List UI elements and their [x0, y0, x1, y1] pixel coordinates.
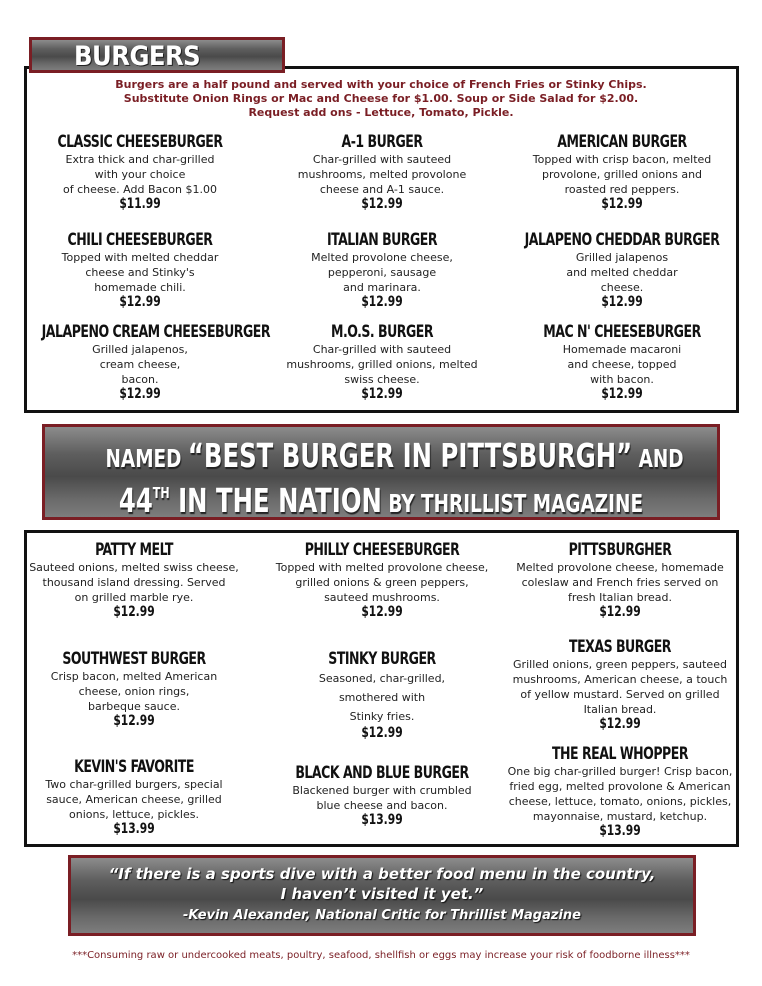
item-desc: cheese. — [600, 281, 644, 294]
item-price: $12.99 — [599, 604, 641, 620]
item-desc: mushrooms, grilled onions, melted — [286, 358, 478, 371]
item-name: PITTSBURGHER — [568, 540, 672, 560]
item-price: $13.99 — [599, 823, 641, 839]
item-desc: grilled onions & green peppers, — [295, 576, 469, 589]
item-name: PHILLY CHEESEBURGER — [304, 540, 460, 560]
item-price: $12.99 — [599, 716, 641, 732]
item-price: $12.99 — [361, 294, 403, 310]
item-name: CHILI CHEESEBURGER — [67, 230, 213, 250]
item-desc: roasted red peppers. — [564, 183, 680, 196]
item-desc: sauce, American cheese, grilled — [46, 793, 222, 806]
intro-line: Burgers are a half pound and served with your choice of French Fries or Stinky Chips. — [115, 78, 647, 91]
banner-text: BY THRILLIST MAGAZINE — [381, 489, 644, 518]
item-desc: Topped with melted provolone cheese, — [275, 561, 489, 574]
menu-item — [500, 540, 740, 620]
item-desc: Crisp bacon, melted American — [50, 670, 218, 683]
item-price: $12.99 — [361, 725, 403, 741]
item-price: $12.99 — [361, 386, 403, 402]
item-price: $11.99 — [119, 196, 161, 212]
item-desc: Char-grilled with sauteed — [312, 343, 452, 356]
menu-item — [262, 649, 502, 741]
burger-intro — [0, 78, 762, 120]
banner-line-2 — [105, 476, 656, 521]
item-desc: Char-grilled with sauteed — [312, 153, 452, 166]
item-price: $12.99 — [601, 294, 643, 310]
item-desc: of yellow mustard. Served on grilled — [520, 688, 720, 701]
item-name: BLACK AND BLUE BURGER — [295, 763, 469, 783]
banner-text: AND — [632, 444, 684, 473]
item-desc: cheese, onion rings, — [78, 685, 190, 698]
item-name: M.O.S. BURGER — [330, 322, 434, 342]
item-name: SOUTHWEST BURGER — [62, 649, 206, 669]
item-desc: on grilled marble rye. — [74, 591, 194, 604]
item-desc: pepperoni, sausage — [327, 266, 437, 279]
item-desc: Extra thick and char-grilled — [65, 153, 215, 166]
quote-attribution: -Kevin Alexander, National Critic for Thrillist Magazine — [183, 908, 581, 923]
item-desc: Italian bread. — [583, 703, 657, 716]
item-desc: with bacon. — [590, 373, 654, 386]
item-desc: Homemade macaroni — [562, 343, 682, 356]
item-desc: Blackened burger with crumbled — [292, 784, 472, 797]
menu-item — [14, 649, 254, 729]
item-name: PATTY MELT — [95, 540, 173, 560]
item-desc: Two char-grilled burgers, special — [45, 778, 223, 791]
item-desc: and melted cheddar — [566, 266, 678, 279]
menu-item — [14, 540, 254, 620]
quote-line-2: I haven’t visited it yet.” — [280, 885, 484, 903]
item-desc: sauteed mushrooms. — [324, 591, 440, 604]
menu-item — [14, 757, 254, 837]
item-desc: Topped with melted cheddar — [61, 251, 219, 264]
item-name: KEVIN'S FAVORITE — [74, 757, 194, 777]
section-header — [29, 37, 285, 73]
banner-line-1 — [105, 436, 684, 476]
menu-item — [262, 132, 502, 212]
banner-superscript: TH — [152, 484, 170, 502]
section-title: BURGERS — [74, 41, 201, 72]
quote-line-1: “If there is a sports dive with a better food menu in the country, — [108, 865, 656, 883]
banner-highlight: 44 — [118, 481, 153, 520]
menu-item — [20, 230, 260, 310]
item-desc: Grilled jalapenos, — [92, 343, 188, 356]
item-desc: Grilled jalapenos — [575, 251, 669, 264]
banner-text: NAMED — [105, 444, 188, 473]
item-desc: fresh Italian bread. — [568, 591, 672, 604]
item-desc: One big char-grilled burger! Crisp bacon, — [507, 765, 733, 778]
item-name: TEXAS BURGER — [569, 637, 671, 657]
item-name: ITALIAN BURGER — [326, 230, 438, 250]
item-name: JALAPENO CREAM CHEESEBURGER — [41, 322, 271, 342]
menu-item — [20, 322, 271, 402]
item-price: $13.99 — [361, 812, 403, 828]
item-desc: and cheese, topped — [567, 358, 677, 371]
item-desc: Stinky fries. — [349, 710, 415, 723]
food-safety-disclaimer: ***Consuming raw or undercooked meats, poultry, seafood, shellfish or eggs may increase your risk of foodborne illness*** — [72, 950, 690, 961]
item-desc: fried egg, melted provolone & American — [509, 780, 731, 793]
menu-item — [502, 322, 742, 402]
menu-item — [262, 322, 502, 402]
item-name: AMERICAN BURGER — [557, 132, 687, 152]
menu-item — [20, 132, 260, 212]
item-desc: Sauteed onions, melted swiss cheese, — [29, 561, 239, 574]
item-desc: thousand island dressing. Served — [42, 576, 226, 589]
item-desc: provolone, grilled onions and — [541, 168, 703, 181]
item-name: A-1 BURGER — [341, 132, 423, 152]
item-desc: onions, lettuce, pickles. — [69, 808, 199, 821]
item-price: $12.99 — [119, 386, 161, 402]
item-price: $12.99 — [113, 713, 155, 729]
item-desc: Seasoned, char-grilled, — [318, 672, 446, 685]
menu-item — [262, 540, 502, 620]
item-desc: homemade chili. — [94, 281, 186, 294]
item-desc: blue cheese and bacon. — [316, 799, 448, 812]
menu-item — [502, 230, 742, 310]
item-desc: bacon. — [121, 373, 159, 386]
item-desc: coleslaw and French fries served on — [521, 576, 719, 589]
award-banner — [42, 424, 720, 520]
item-desc: Melted provolone cheese, — [311, 251, 453, 264]
menu-item — [500, 637, 740, 732]
intro-line: Substitute Onion Rings or Mac and Cheese for $1.00. Soup or Side Salad for $2.00. — [123, 92, 639, 105]
item-desc: Grilled onions, green peppers, sauteed — [513, 658, 727, 671]
item-desc: mushrooms, American cheese, a touch — [512, 673, 728, 686]
item-desc: mushrooms, melted provolone — [297, 168, 467, 181]
item-desc: cream cheese, — [99, 358, 181, 371]
item-name: MAC N' CHEESEBURGER — [543, 322, 701, 342]
item-desc: Topped with crisp bacon, melted — [532, 153, 712, 166]
item-desc: barbeque sauce. — [88, 700, 180, 713]
item-desc: cheese and A-1 sauce. — [319, 183, 445, 196]
item-price: $13.99 — [113, 821, 155, 837]
item-name: STINKY BURGER — [328, 649, 436, 669]
item-price: $12.99 — [601, 196, 643, 212]
item-name: CLASSIC CHEESEBURGER — [57, 132, 223, 152]
item-name: THE REAL WHOPPER — [551, 744, 688, 764]
item-price: $12.99 — [361, 604, 403, 620]
banner-highlight: IN THE NATION — [169, 481, 382, 520]
item-desc: cheese, lettuce, tomato, onions, pickles, — [508, 795, 732, 808]
item-name: JALAPENO CHEDDAR BURGER — [524, 230, 720, 250]
item-desc: Melted provolone cheese, homemade — [516, 561, 724, 574]
item-price: $12.99 — [113, 604, 155, 620]
item-desc: cheese and Stinky's — [85, 266, 195, 279]
item-desc: smothered with — [338, 691, 426, 704]
item-price: $12.99 — [361, 196, 403, 212]
menu-item — [262, 763, 502, 828]
item-desc: and marinara. — [343, 281, 421, 294]
menu-item — [500, 744, 740, 839]
banner-highlight: “BEST BURGER IN PITTSBURGH” — [187, 436, 633, 475]
item-price: $12.99 — [119, 294, 161, 310]
item-price: $12.99 — [601, 386, 643, 402]
item-desc: with your choice — [94, 168, 186, 181]
menu-item — [502, 132, 742, 212]
critic-quote — [68, 855, 696, 936]
item-desc: swiss cheese. — [344, 373, 420, 386]
item-desc: mayonnaise, mustard, ketchup. — [532, 810, 708, 823]
intro-line: Request add ons - Lettuce, Tomato, Pickle. — [248, 106, 514, 119]
item-desc: of cheese. Add Bacon $1.00 — [63, 183, 217, 196]
menu-item — [262, 230, 502, 310]
